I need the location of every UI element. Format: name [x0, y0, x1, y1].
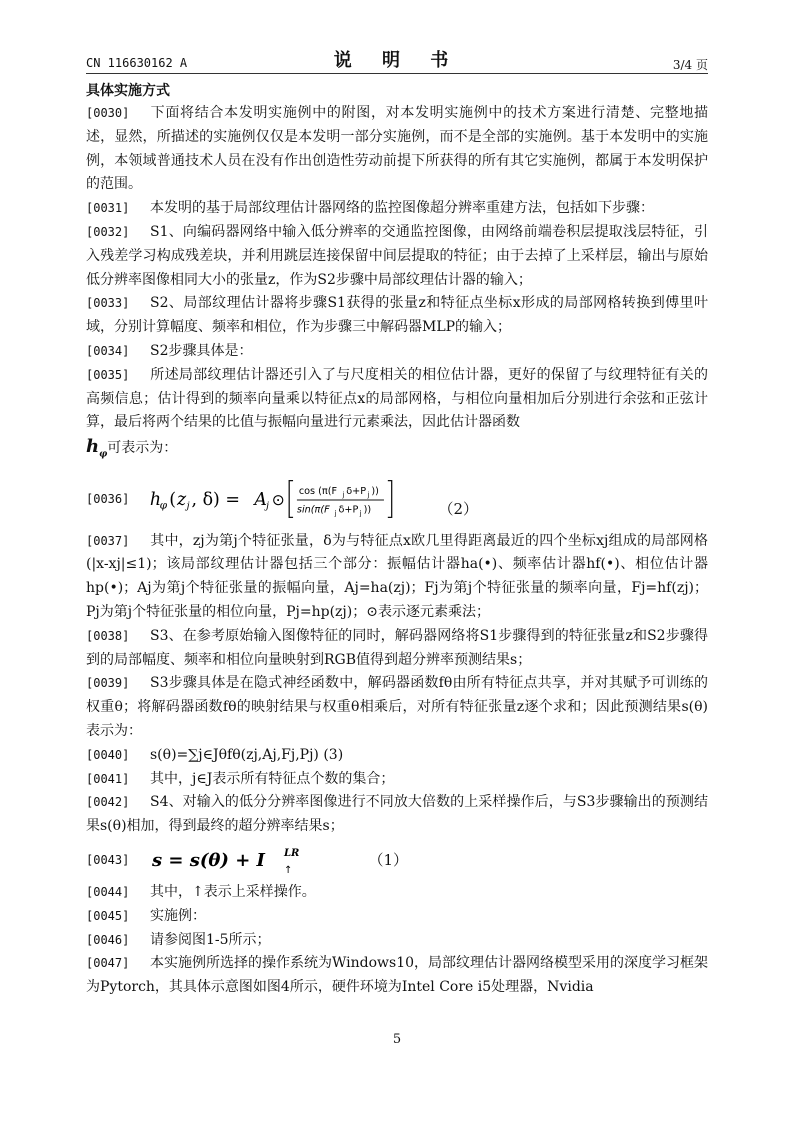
paragraph-0042: [86, 791, 708, 839]
paragraph-0040: [86, 744, 708, 768]
svg-text:sin(π(F: sin(π(F: [297, 504, 331, 516]
paragraph-text: S2、局部纹理估计器将步骤S1获得的张量z和特征点坐标x形成的局部网格转换到傅里叶域，分别计算幅度、频率和相位，作为步骤三中解码器MLP的输入；: [86, 295, 708, 336]
paragraph-number: [0046]: [86, 932, 130, 947]
equation-number: （1）: [368, 850, 408, 869]
paragraph-0045: [86, 905, 708, 929]
svg-text:φ: φ: [159, 498, 168, 512]
paragraph-text: 实施例：: [150, 907, 206, 924]
paragraph-0031: [86, 197, 708, 221]
paragraph-text: 请参阅图1-5所示；: [150, 931, 271, 948]
svg-text:)): )): [363, 504, 372, 516]
svg-text:δ+P: δ+P: [338, 504, 359, 516]
paragraph-0033: [86, 292, 708, 340]
paragraph-text: 可表示为：: [107, 440, 178, 457]
svg-text:j: j: [334, 508, 337, 517]
patent-number: CN 116630162 A: [86, 56, 188, 70]
paragraph-text: 本实施例所选择的操作系统为Windows10，局部纹理估计器网络模型采用的深度学习框架为Pytorch，其具体示意图如图4所示，硬件环境为Intel Core i5处理器，Nvidia: [86, 955, 709, 996]
document-title: 说 明 书: [333, 50, 461, 71]
equation-1: [86, 845, 708, 875]
svg-text:j: j: [367, 490, 370, 499]
svg-text:LR: LR: [284, 847, 300, 859]
equation-1-graphic: [150, 845, 320, 875]
svg-text:A: A: [254, 489, 268, 510]
paragraph-number: [0032]: [86, 224, 130, 239]
paragraph-number: [0040]: [86, 747, 130, 762]
paragraph-number: [0035]: [86, 367, 130, 382]
page-indicator: 3/4 页: [672, 58, 708, 72]
paragraph-text: S3步骤具体是在隐式神经函数中，解码器函数fθ由所有特征点共享，并对其赋予可训练的权重θ；将解码器函数fθ的映射结果与权重θ相乘后，对所有特征张量z逐个求和；因此预测结果s(θ)表示为：: [86, 675, 708, 739]
paragraph-0034: [86, 340, 708, 364]
svg-text:h: h: [150, 489, 162, 510]
paragraph-0046: [86, 929, 708, 953]
paragraph-text: S1、向编码器网络中输入低分辨率的交通监控图像，由网络前端卷积层提取浅层特征，引入残差学习构成残差块，并利用跳层连接保留中间层提取的特征；由于去掉了上采样层，输出与原始低分辨率图像相同大小的张量z，作为S2步骤中局部纹理估计器的输入；: [86, 223, 708, 288]
svg-text:z: z: [177, 489, 187, 510]
header-rule: [86, 73, 708, 74]
paragraph-0044: [86, 881, 708, 905]
svg-text:, δ) =: , δ) =: [191, 489, 241, 510]
paragraph-number: [0031]: [86, 201, 130, 216]
svg-text:)): )): [371, 485, 380, 497]
paragraph-text: 其中，↑表示上采样操作。: [150, 883, 316, 900]
paragraph-number: [0037]: [86, 533, 130, 548]
document-body: [86, 80, 708, 1000]
svg-text:cos (π(F: cos (π(F: [299, 485, 338, 497]
paragraph-0039: [86, 672, 708, 743]
paragraph-number: [0043]: [86, 852, 130, 867]
paragraph-text: 其中，j∈J表示所有特征点个数的集合；: [150, 770, 395, 787]
svg-text:j: j: [266, 500, 270, 512]
paragraph-number: [0036]: [86, 491, 130, 506]
paragraph-0041: [86, 768, 708, 792]
svg-text:⊙: ⊙: [272, 490, 286, 509]
svg-text:j: j: [360, 508, 363, 517]
paragraph-number: [0042]: [86, 795, 130, 810]
svg-text:↑: ↑: [284, 864, 293, 875]
h-phi-symbol: $h_\varphi$: [86, 436, 108, 460]
svg-text:s = s(θ) + I: s = s(θ) + I: [152, 849, 265, 871]
paragraph-0035: [86, 364, 708, 468]
page-number: 5: [392, 1032, 402, 1047]
paragraph-number: [0030]: [86, 106, 130, 120]
paragraph-number: [0034]: [86, 343, 130, 358]
paragraph-0030: [86, 102, 708, 197]
paragraph-number: [0044]: [86, 884, 130, 899]
svg-text:δ+P: δ+P: [346, 485, 367, 497]
equation-number: （2）: [438, 499, 478, 518]
paragraph-0047: [86, 952, 708, 1000]
page-header: [86, 46, 708, 76]
paragraph-text: S4、对输入的低分分辨率图像进行不同放大倍数的上采样操作后，与S3步骤输出的预测结果s(θ)相加，得到最终的超分辨率结果s；: [86, 794, 708, 835]
paragraph-text: S2步骤具体是：: [150, 342, 253, 359]
equation-2-graphic: [148, 474, 438, 524]
paragraph-text: 下面将结合本发明实施例中的附图，对本发明实施例中的技术方案进行清楚、完整地描述，显然，所描述的实施例仅仅是本发明一部分实施例，而不是全部的实施例。基于本发明中的实施例，本领域普通技术人员在没有作出创造性劳动前提下所获得的所有其它实施例，都属于本发明保护的范围。: [86, 105, 708, 193]
svg-text:j: j: [187, 500, 191, 512]
paragraph-number: [0038]: [86, 628, 130, 643]
svg-text:(: (: [169, 489, 177, 510]
paragraph-0032: [86, 221, 708, 292]
paragraph-text: 其中，zj为第j个特征张量，δ为与特征点x欧几里得距离最近的四个坐标xj组成的局部网格(|x-xj|≤1)；该局部纹理估计器包括三个部分：振幅估计器ha(•)、频率估计器hf(•)、相位估计器hp(•)；Aj为第j个特征张量的振幅向量，Aj=ha(zj)；Fj为第j个特征张量的频率向量，Fj=hf(zj)；Pj为第j个特征张量的相位向量，Pj=hp(zj)；⊙表示逐元素乘法；: [86, 532, 708, 620]
paragraph-0038: [86, 625, 708, 673]
paragraph-number: [0039]: [86, 676, 130, 691]
equation-2: [86, 474, 708, 524]
paragraph-number: [0047]: [86, 956, 130, 971]
svg-text:j: j: [342, 490, 345, 499]
paragraph-number: [0045]: [86, 908, 130, 923]
paragraph-text: 所述局部纹理估计器还引入了与尺度相关的相位估计器，更好的保留了与纹理特征有关的高频信息；估计得到的频率向量乘以特征点x的局部网格，与相位向量相加后分别进行余弦和正弦计算，最后将两个结果的比值与振幅向量进行元素乘法，因此估计器函数: [86, 366, 708, 431]
paragraph-text: S3、在参考原始输入图像特征的同时，解码器网络将S1步骤得到的特征张量z和S2步骤得到的局部幅度、频率和相位向量映射到RGB值得到超分辨率预测结果s；: [86, 627, 708, 668]
paragraph-text: 本发明的基于局部纹理估计器网络的监控图像超分辨率重建方法，包括如下步骤：: [150, 200, 654, 217]
paragraph-0037: [86, 530, 708, 625]
equation-3: s(θ)=∑j∈Jθfθ(zj,Aj,Fj,Pj) (3): [150, 746, 344, 763]
paragraph-number: [0041]: [86, 771, 130, 786]
paragraph-number: [0033]: [86, 296, 130, 311]
section-title: 具体实施方式: [86, 83, 170, 99]
